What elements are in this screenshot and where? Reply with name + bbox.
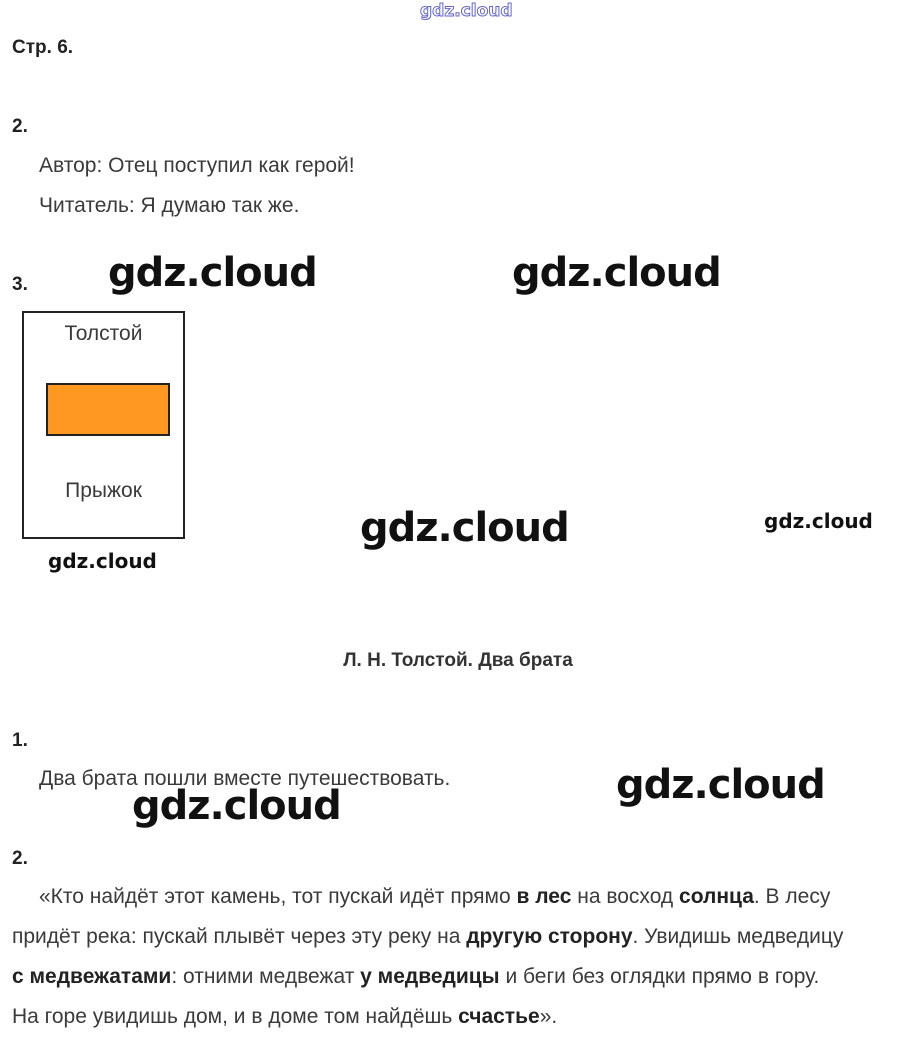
task-number-2a: 2. bbox=[12, 116, 28, 137]
task-number-1: 1. bbox=[12, 730, 28, 751]
bold-run: с медвежатами bbox=[12, 965, 172, 988]
watermark-large: gdz.cloud bbox=[108, 250, 317, 296]
quote-paragraph bbox=[12, 877, 843, 1037]
cover-color-block bbox=[46, 383, 170, 436]
text-run: ». bbox=[539, 1005, 558, 1028]
text-run: на восход bbox=[571, 885, 680, 908]
bold-run: в лес bbox=[516, 885, 572, 908]
quote-line bbox=[12, 877, 843, 917]
author-line: Автор: Отец поступил как герой! bbox=[39, 154, 355, 177]
watermark-small: gdz.cloud bbox=[764, 509, 873, 533]
task-number-2b: 2. bbox=[12, 848, 28, 869]
book-cover-model bbox=[22, 311, 185, 539]
quote-line bbox=[12, 997, 843, 1037]
cover-author: Толстой bbox=[64, 322, 143, 345]
text-run: : отними медвежат bbox=[171, 965, 361, 988]
watermark-small: gdz.cloud bbox=[48, 549, 157, 573]
task1-answer: Два брата пошли вместе путешествовать. bbox=[39, 767, 451, 790]
bold-run: солнца bbox=[679, 885, 754, 908]
watermark-large: gdz.cloud bbox=[360, 505, 569, 551]
quote-line bbox=[12, 917, 843, 957]
bold-run: другую сторону bbox=[466, 925, 633, 948]
watermark-top: gdz.cloud bbox=[420, 1, 513, 21]
section-title: Л. Н. Толстой. Два брата bbox=[343, 650, 573, 671]
watermark-large: gdz.cloud bbox=[616, 762, 825, 808]
watermark-large: gdz.cloud bbox=[512, 250, 721, 296]
text-run: придёт река: пускай плывёт через эту реку на bbox=[12, 925, 467, 948]
text-run: . В лесу bbox=[753, 885, 831, 908]
watermark-large: gdz.cloud bbox=[132, 783, 341, 829]
text-run: «Кто найдёт этот камень, тот пускай идёт прямо bbox=[39, 885, 517, 908]
reader-line: Читатель: Я думаю так же. bbox=[39, 194, 300, 217]
text-run: . Увидишь медведицу bbox=[632, 925, 844, 948]
cover-title: Прыжок bbox=[65, 479, 142, 502]
bold-run: счастье bbox=[458, 1005, 540, 1028]
page-label: Стр. 6. bbox=[12, 37, 74, 58]
quote-line bbox=[12, 957, 843, 997]
text-run: На горе увидишь дом, и в доме том найдёшь bbox=[12, 1005, 459, 1028]
task-number-3: 3. bbox=[12, 274, 28, 295]
bold-run: у медведицы bbox=[360, 965, 500, 988]
text-run: и беги без оглядки прямо в гору. bbox=[499, 965, 820, 988]
